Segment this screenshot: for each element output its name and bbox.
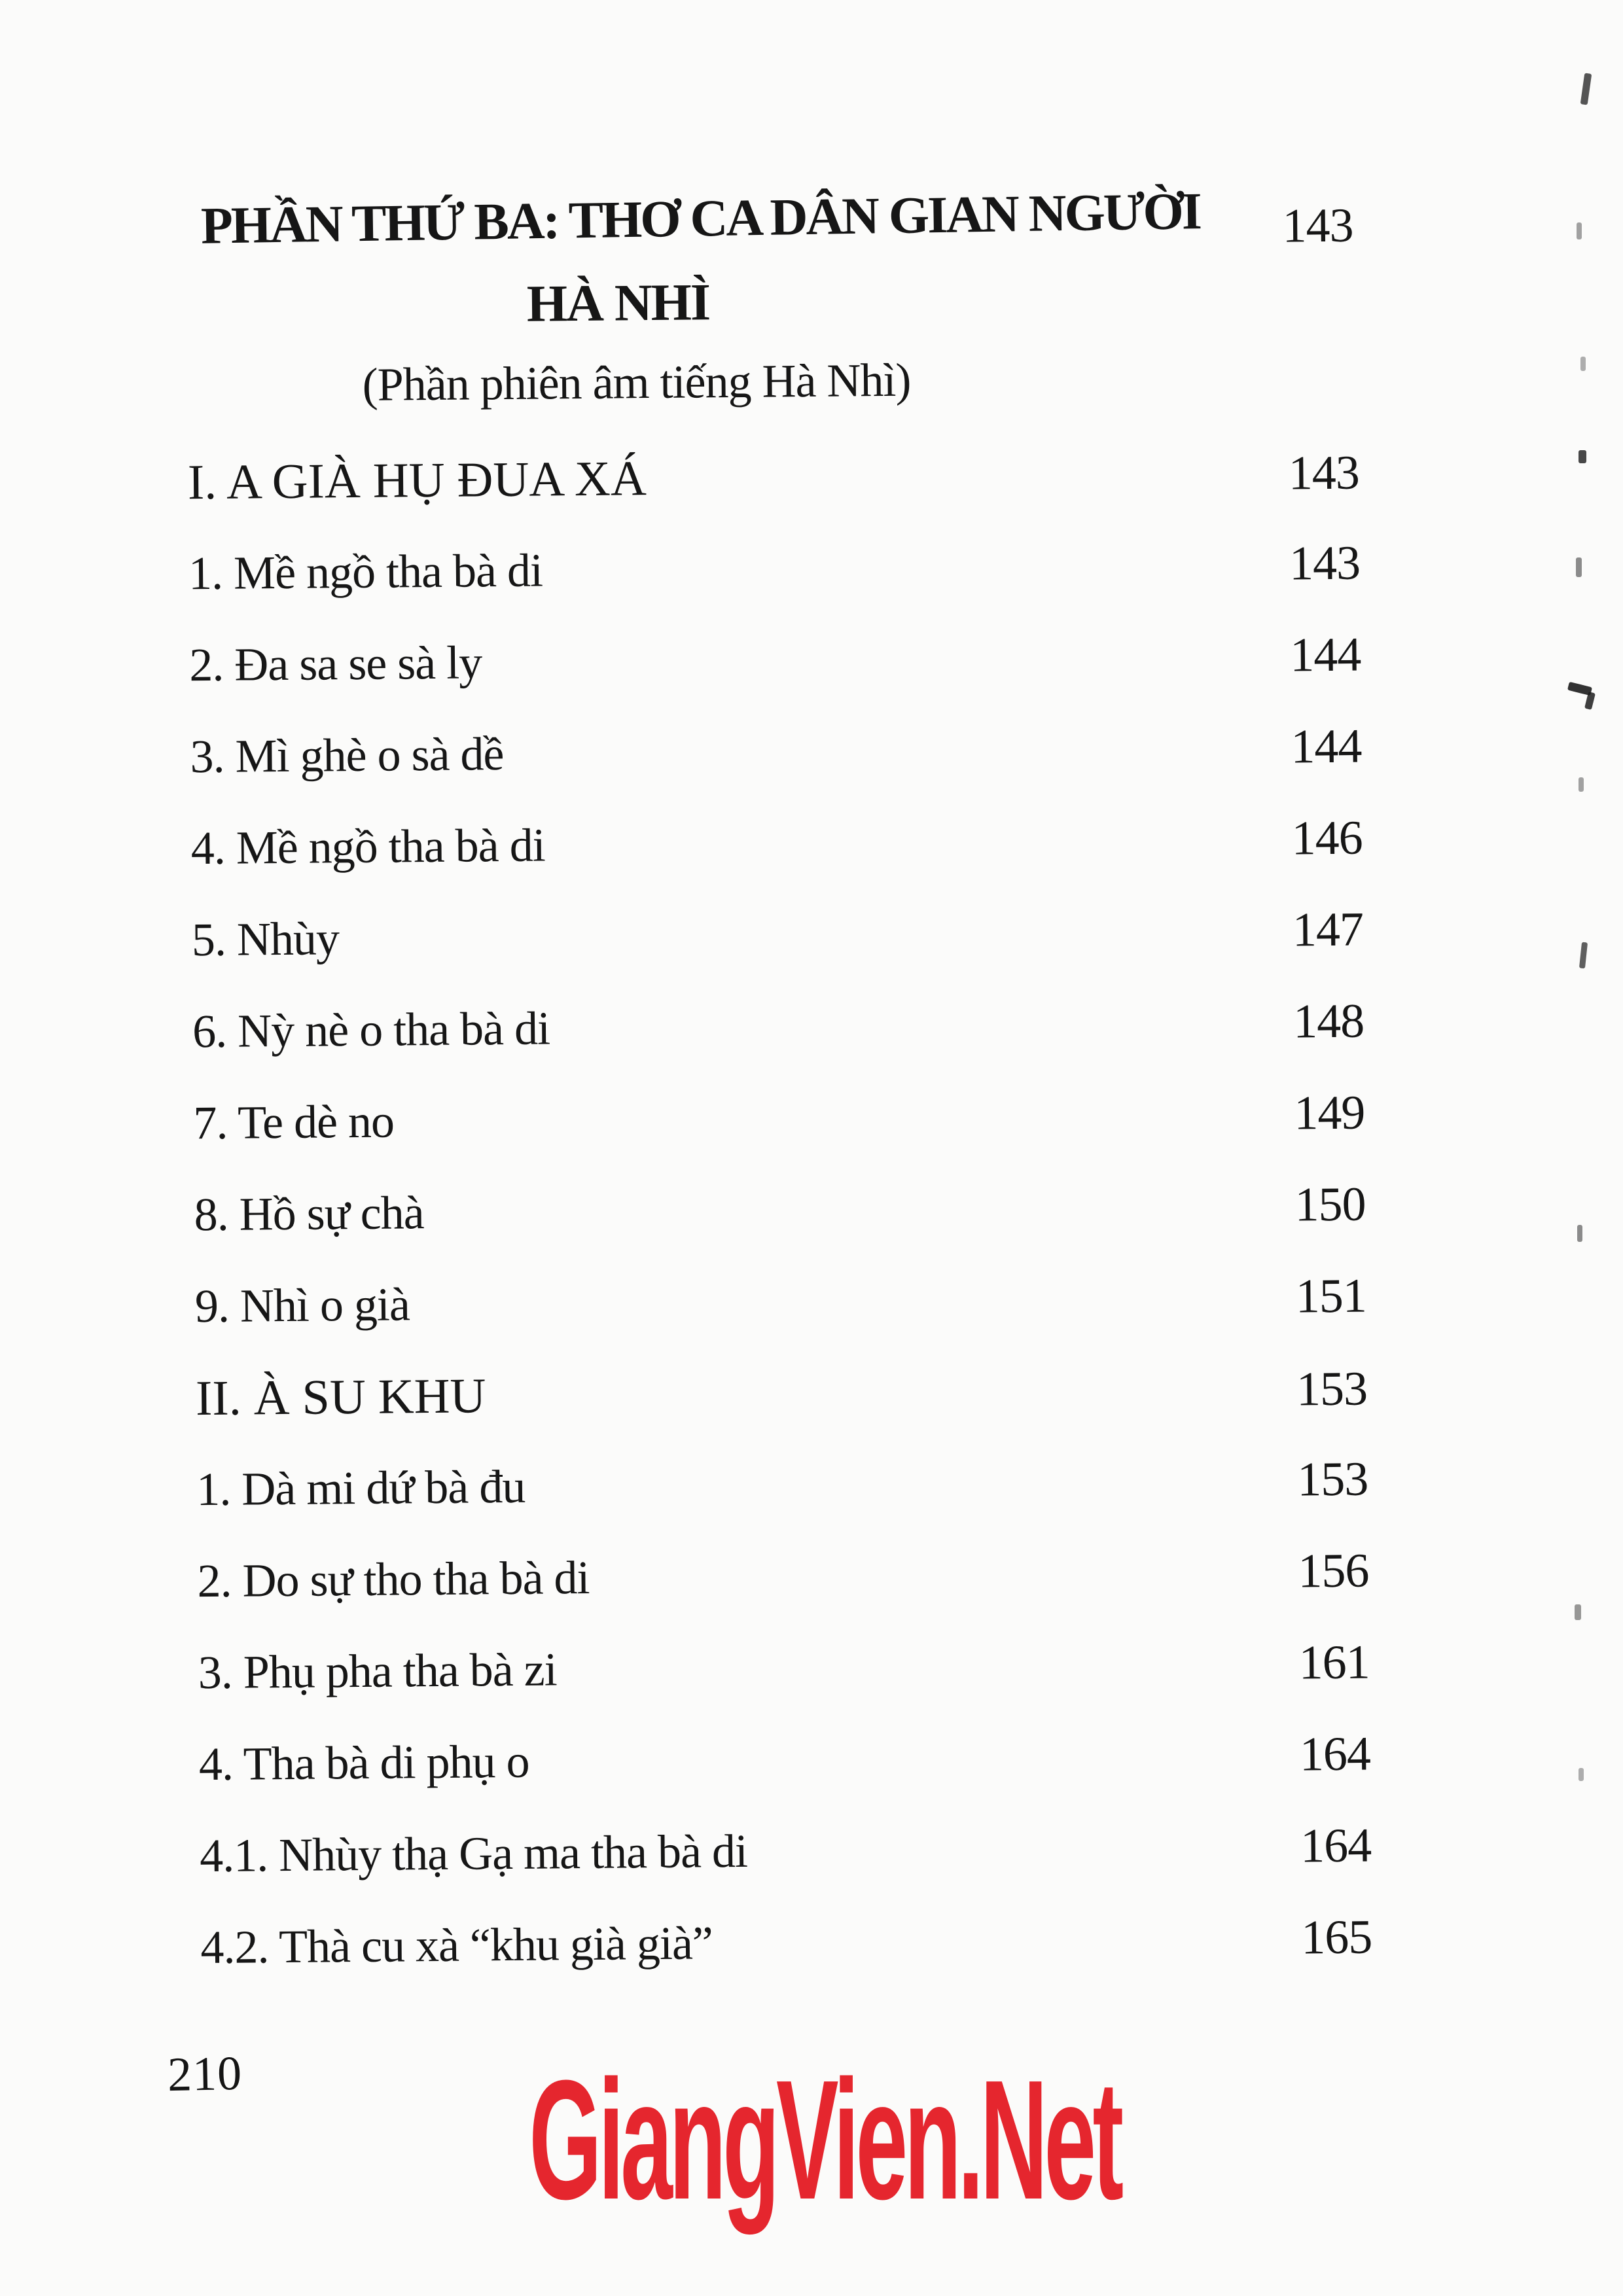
toc-entry [196, 1360, 1368, 1462]
toc-entry [193, 1086, 1365, 1188]
scan-artifact [1578, 1768, 1584, 1781]
toc-entry-page: 151 [1295, 1269, 1367, 1324]
toc-entry-page: 165 [1300, 1910, 1372, 1965]
toc-entry-page: 144 [1291, 719, 1362, 774]
toc-entry-page: 143 [1289, 536, 1361, 591]
toc-entry-page: 144 [1289, 627, 1361, 682]
toc-entry-page: 148 [1293, 994, 1364, 1049]
scan-artifact [1578, 777, 1584, 792]
toc-entry-label: 7. Te dè no [193, 1095, 395, 1150]
toc-entry-label: I. A GIÀ HỤ ĐUA XÁ [187, 451, 647, 510]
folio-page-number: 210 [167, 2046, 243, 2102]
toc-entry-page: 153 [1296, 1452, 1368, 1507]
toc-entry [200, 1910, 1372, 2012]
toc-entry [190, 811, 1363, 913]
toc-entry [190, 719, 1362, 821]
toc-entry-page: 156 [1298, 1544, 1369, 1598]
scan-artifact [1579, 942, 1588, 969]
toc-entry [188, 536, 1361, 638]
scan-artifact [1577, 1225, 1582, 1242]
toc-entry [192, 902, 1364, 1004]
toc-entry [188, 444, 1360, 546]
toc-entry-page: 147 [1292, 902, 1364, 957]
toc-entry [200, 1818, 1372, 1920]
toc-entry-label: 4. Mề ngồ tha bà di [190, 819, 545, 875]
toc-entry-label: 4. Tha bà di phụ o [198, 1735, 529, 1791]
title-page-number: 143 [1282, 198, 1353, 253]
toc-entry-label: 5. Nhùy [191, 912, 340, 966]
page-title-line1: PHẦN THỨ BA: THƠ CA DÂN GIAN NGƯỜI [200, 183, 1201, 255]
toc-entry-page: 164 [1300, 1818, 1372, 1873]
toc-entry-label: 9. Nhì o già [194, 1278, 410, 1333]
toc-entry [189, 627, 1361, 730]
scan-artifact [1578, 450, 1586, 463]
toc-entry-page: 153 [1296, 1362, 1368, 1417]
page-title-line2: HÀ NHÌ [526, 274, 710, 333]
toc-entry-page: 149 [1293, 1086, 1365, 1140]
toc-entry-label: 2. Do sự tho tha bà di [197, 1551, 590, 1608]
toc-entry-page: 143 [1288, 446, 1360, 501]
toc-content [185, 184, 1373, 2092]
toc-entry [194, 1177, 1366, 1279]
toc-list [188, 444, 1373, 2012]
scan-artifact [1576, 557, 1582, 577]
toc-entry-page: 164 [1299, 1727, 1371, 1782]
toc-entry-page: 161 [1298, 1635, 1370, 1690]
toc-entry-label: II. À SU KHU [195, 1368, 486, 1426]
toc-entry-label: 6. Nỳ nè o tha bà di [192, 1002, 550, 1058]
toc-entry-label: 1. Dà mi dứ bà đu [196, 1460, 526, 1516]
toc-entry-page: 150 [1294, 1177, 1366, 1232]
watermark-text: GiangVien.Net [529, 2045, 1120, 2235]
section-subtitle: (Phần phiên âm tiếng Hà Nhì) [362, 353, 911, 411]
scan-artifact [1575, 1604, 1581, 1620]
toc-entry-page: 146 [1291, 811, 1363, 866]
toc-entry-label: 3. Phụ pha tha bà zi [198, 1643, 557, 1699]
toc-entry-label: 4.2. Thà cu xà “khu già già” [200, 1916, 713, 1974]
toc-entry-label: 8. Hồ sự chà [194, 1186, 424, 1241]
toc-entry [197, 1544, 1369, 1646]
toc-entry [198, 1635, 1370, 1737]
toc-entry-label: 4.1. Nhùy thạ Gạ ma tha bà di [199, 1824, 748, 1882]
toc-entry-label: 2. Đa sa se sà ly [188, 636, 482, 692]
toc-entry-label: 1. Mề ngồ tha bà di [188, 544, 543, 600]
toc-entry [194, 1269, 1366, 1371]
toc-entry [192, 994, 1364, 1096]
toc-entry [199, 1727, 1371, 1829]
scan-artifact [1580, 73, 1592, 105]
toc-entry [196, 1452, 1368, 1554]
toc-entry-label: 3. Mì ghè o sà dề [190, 728, 504, 783]
scan-artifact [1577, 222, 1582, 239]
scan-artifact [1580, 357, 1586, 371]
